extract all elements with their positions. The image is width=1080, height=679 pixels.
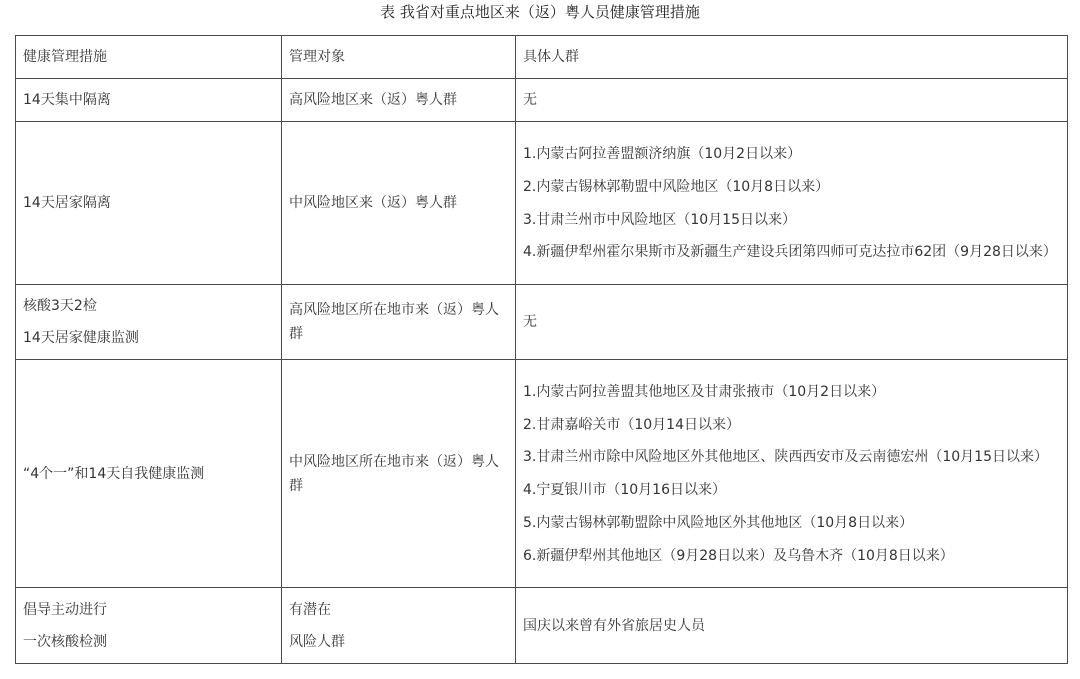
group-item: 4.新疆伊犁州霍尔果斯市及新疆生产建设兵团第四师可克达拉市62团（9月28日以来） (523, 244, 1057, 260)
target-cell (282, 122, 516, 285)
health-measures-table (15, 35, 1068, 664)
target-text: 风险人群 (289, 633, 345, 650)
group-text: 国庆以来曾有外省旅居史人员 (523, 617, 705, 634)
group-item: 6.新疆伊犁州其他地区（9月28日以来）及乌鲁木齐（10月8日以来） (523, 547, 954, 564)
groups-cell (516, 588, 1068, 664)
measure-cell (16, 360, 282, 588)
header-groups: 具体人群 (516, 36, 1068, 79)
group-item: 4.宁夏银川市（10月16日以来） (523, 481, 726, 498)
group-item: 2.内蒙古锡林郭勒盟中风险地区（10月8日以来） (523, 179, 830, 195)
groups-cell (516, 79, 1068, 122)
group-item: 2.甘肃嘉峪关市（10月14日以来） (523, 416, 740, 433)
target-text: 中风险地区所在地市来（返）粤人群 (289, 453, 499, 494)
measure-text: 倡导主动进行 (23, 601, 107, 618)
table-header-row (16, 36, 1068, 79)
table-title: 表 我省对重点地区来（返）粤人员健康管理措施 (380, 3, 700, 21)
measure-cell (16, 285, 282, 360)
group-item: 3.甘肃兰州市中风险地区（10月15日以来） (523, 212, 796, 228)
target-cell (282, 79, 516, 122)
groups-cell (516, 360, 1068, 588)
header-measure: 健康管理措施 (16, 36, 282, 79)
table-row (16, 588, 1068, 664)
group-item: 1.内蒙古阿拉善盟额济纳旗（10月2日以来） (523, 146, 802, 162)
group-text: 无 (523, 314, 537, 330)
measure-cell (16, 122, 282, 285)
measure-text: “4个一”和14天自我健康监测 (23, 465, 205, 482)
table-row (16, 122, 1068, 285)
target-text: 中风险地区来（返）粤人群 (289, 195, 457, 211)
measure-cell (16, 79, 282, 122)
target-cell (282, 360, 516, 588)
group-item: 5.内蒙古锡林郭勒盟除中风险地区外其他地区（10月8日以来） (523, 514, 914, 531)
group-item: 3.甘肃兰州市除中风险地区外其他地区、陕西西安市及云南德宏州（10月15日以来） (523, 448, 1048, 465)
measure-text: 14天居家隔离 (23, 195, 111, 211)
target-text: 高风险地区所在地市来（返）粤人群 (289, 302, 499, 342)
measure-text: 14天居家健康监测 (23, 330, 139, 346)
header-target: 管理对象 (282, 36, 516, 79)
measure-text: 14天集中隔离 (23, 92, 111, 108)
target-text: 高风险地区来（返）粤人群 (289, 92, 457, 108)
measure-text: 一次核酸检测 (23, 633, 107, 650)
target-cell (282, 588, 516, 664)
measure-cell (16, 588, 282, 664)
table-row (16, 360, 1068, 588)
table-row (16, 285, 1068, 360)
measure-text: 核酸3天2检 (23, 298, 97, 314)
group-item: 1.内蒙古阿拉善盟其他地区及甘肃张掖市（10月2日以来） (523, 383, 886, 400)
groups-cell (516, 285, 1068, 360)
table-row (16, 79, 1068, 122)
groups-cell (516, 122, 1068, 285)
group-text: 无 (523, 92, 537, 108)
target-text: 有潜在 (289, 601, 331, 618)
target-cell (282, 285, 516, 360)
